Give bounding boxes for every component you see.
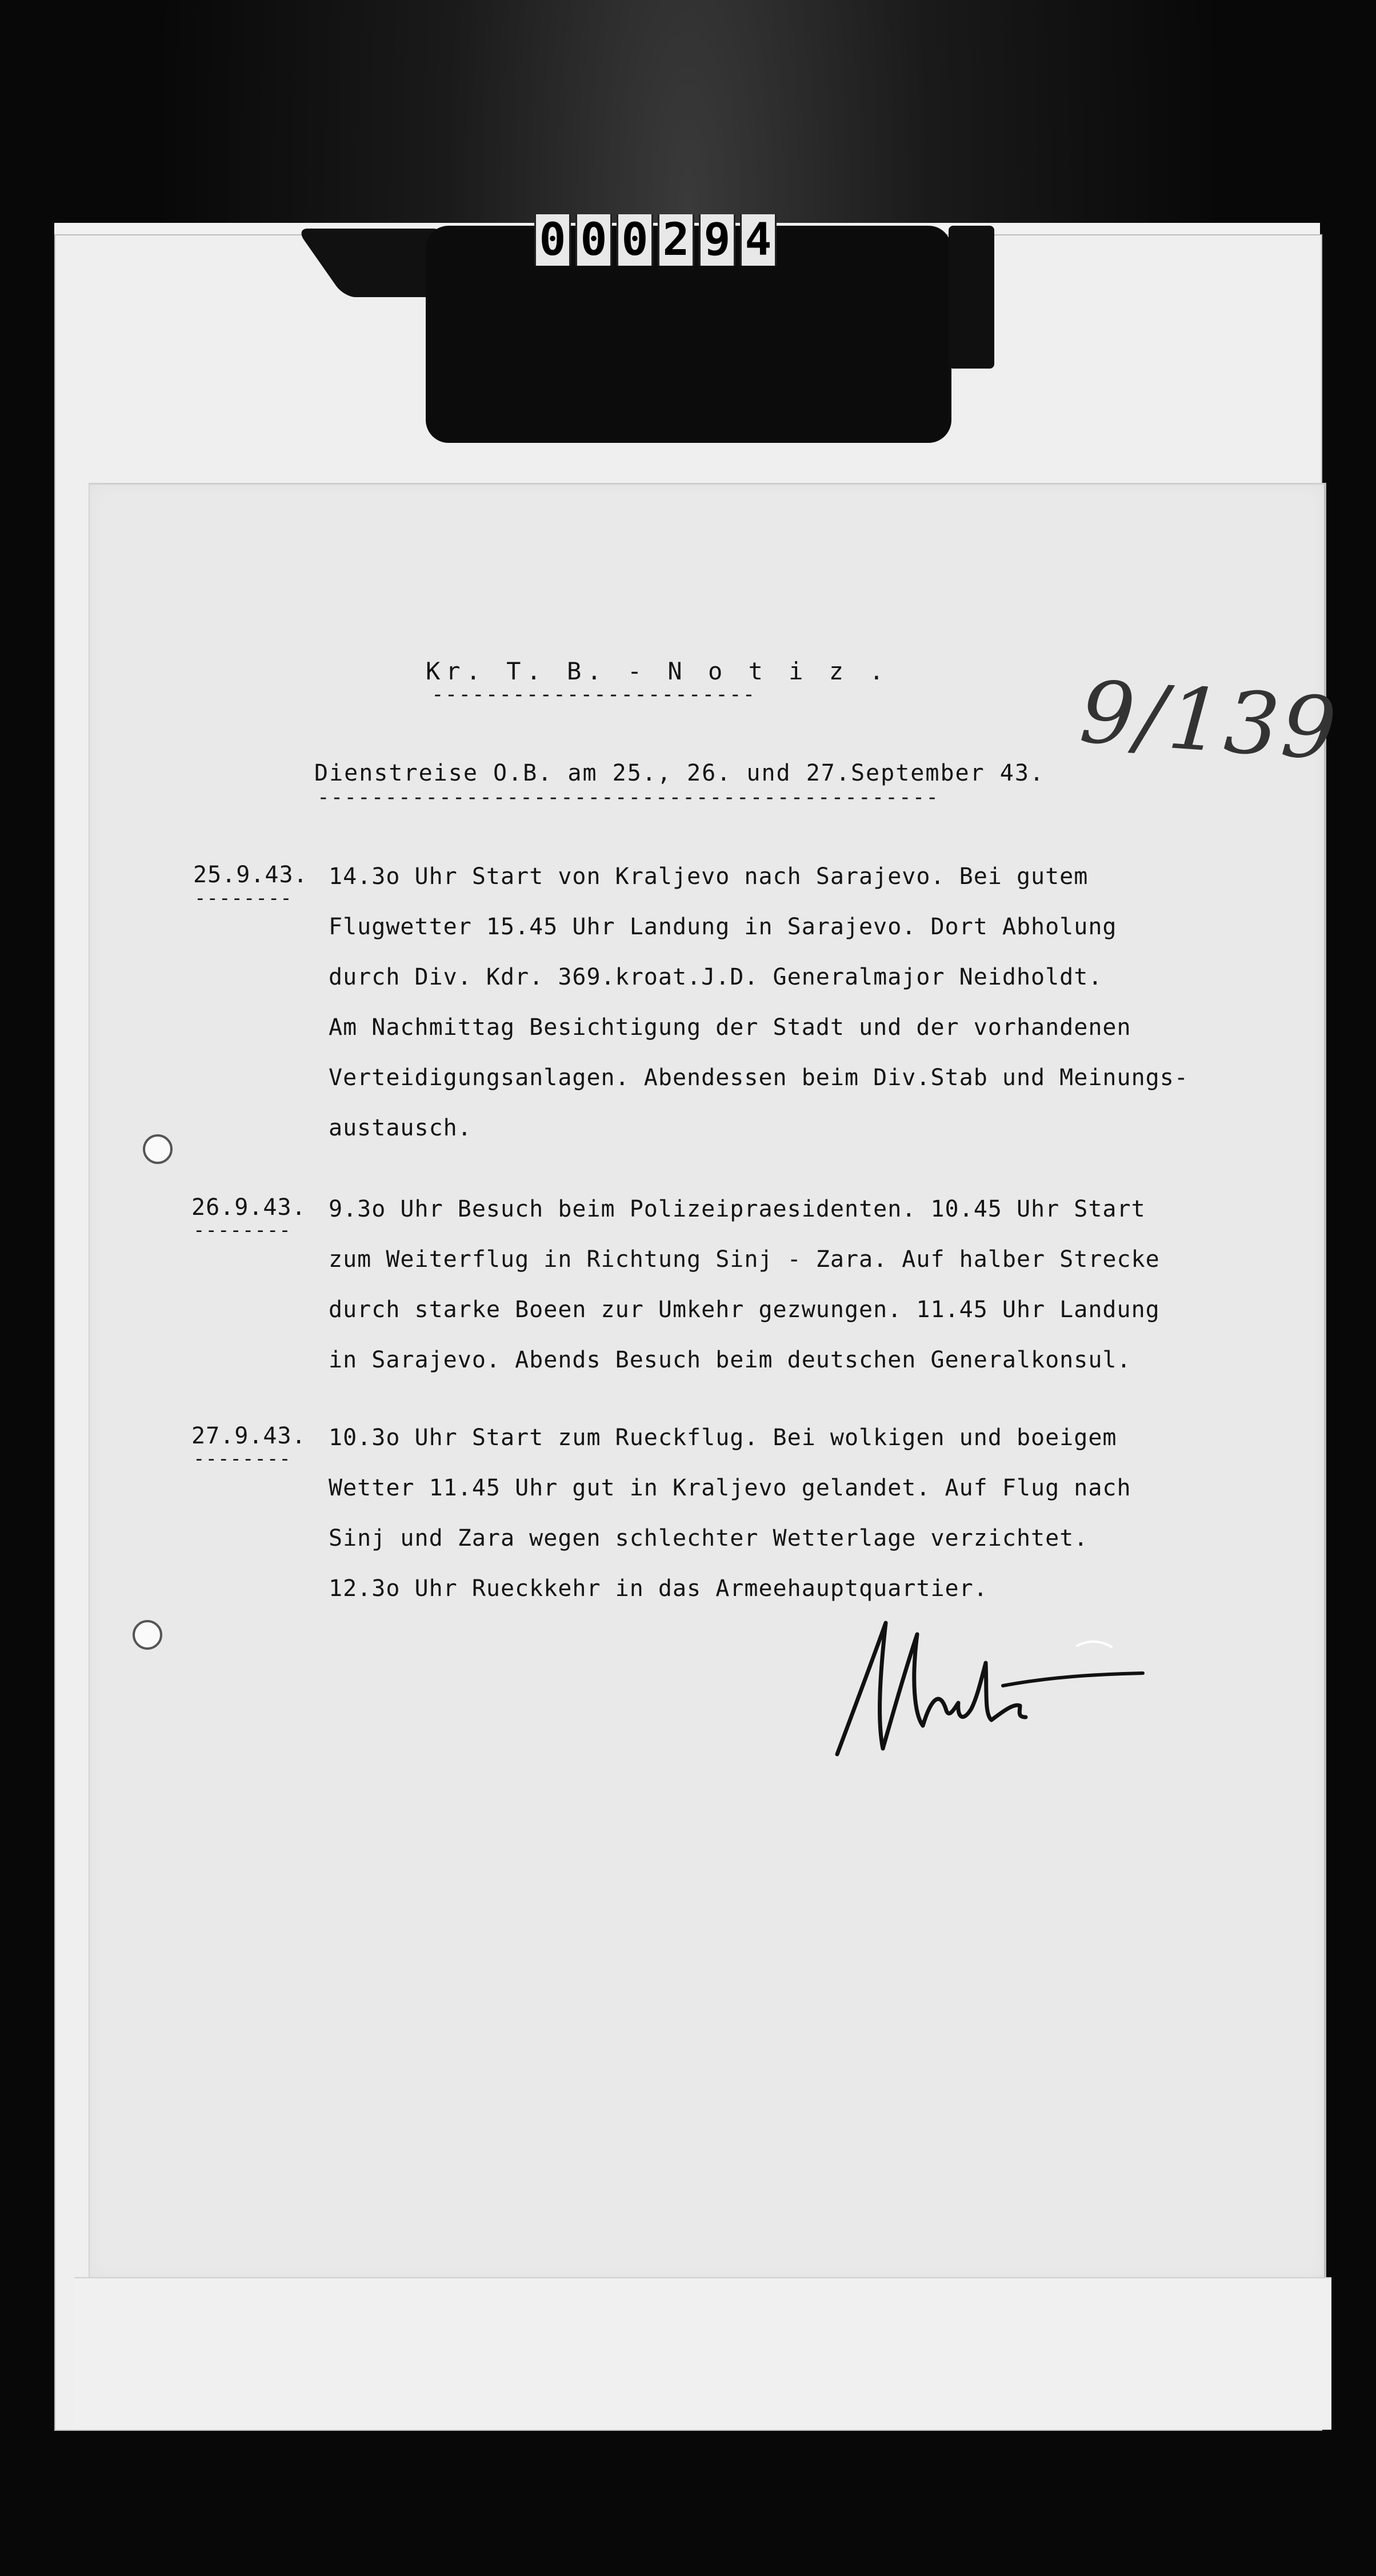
entry-line: durch starke Boeen zur Umkehr gezwungen. 11.45 Uhr Landung [329, 1297, 1160, 1323]
entry-line: Wetter 11.45 Uhr gut in Kraljevo gelandet. Auf Flug nach [329, 1475, 1131, 1501]
punch-hole [133, 1620, 162, 1650]
counter-digit: 0 [617, 214, 653, 266]
entry-line: Flugwetter 15.45 Uhr Landung in Sarajevo. Dort Abholung [329, 914, 1117, 940]
counter-digit: 0 [534, 214, 571, 266]
entry-line: 12.3o Uhr Rueckkehr in das Armeehauptquartier. [329, 1575, 988, 1602]
page-bottom-strip [74, 2277, 1331, 2430]
entry-date-underline: -------- [194, 887, 293, 910]
entry-date-underline: -------- [193, 1447, 291, 1470]
entry-line: in Sarajevo. Abends Besuch beim deutschen Generalkonsul. [329, 1347, 1131, 1373]
frame-counter [534, 214, 777, 266]
heading-underline: ------------------------ [431, 683, 757, 706]
entry-text [329, 851, 1189, 1153]
entry-text [329, 1413, 1131, 1614]
entry-line: austausch. [329, 1115, 472, 1141]
counter-digit: 9 [699, 214, 735, 266]
entry-date: 26.9.43. [191, 1194, 306, 1221]
entry-text [329, 1184, 1160, 1385]
entry-line: 14.3o Uhr Start von Kraljevo nach Sarajevo. Bei gutem [329, 863, 1089, 890]
handwritten-reference-number: 9/139 [1077, 662, 1342, 780]
counter-digit: 4 [740, 214, 777, 266]
entry-line: Am Nachmittag Besichtigung der Stadt und der vorhandenen [329, 1014, 1131, 1041]
counter-side-bracket [949, 226, 994, 369]
entry-date-underline: -------- [193, 1219, 291, 1242]
counter-digit: 2 [658, 214, 694, 266]
entry-line: 10.3o Uhr Start zum Rueckflug. Bei wolkigen und boeigem [329, 1425, 1117, 1451]
entry-date: 27.9.43. [191, 1423, 306, 1449]
document-subject: Dienstreise O.B. am 25., 26. und 27.September 43. [314, 760, 1045, 786]
counter-digit: 0 [575, 214, 612, 266]
entry-date: 25.9.43. [193, 862, 308, 888]
entry-line: Sinj und Zara wegen schlechter Wetterlage verzichtet. [329, 1525, 1089, 1551]
document-heading: Kr. T. B. - N o t i z . [426, 657, 890, 685]
entry-line: 9.3o Uhr Besuch beim Polizeipraesidenten. 10.45 Uhr Start [329, 1196, 1146, 1222]
entry-line: durch Div. Kdr. 369.kroat.J.D. Generalmajor Neidholdt. [329, 964, 1103, 990]
entry-line: zum Weiterflug in Richtung Sinj - Zara. Auf halber Strecke [329, 1246, 1160, 1273]
handwritten-signature [831, 1611, 1151, 1771]
entry-line: Verteidigungsanlagen. Abendessen beim Div.Stab und Meinungs- [329, 1065, 1189, 1091]
punch-hole [143, 1134, 173, 1164]
subject-underline: ---------------------------------------------- [317, 786, 939, 809]
